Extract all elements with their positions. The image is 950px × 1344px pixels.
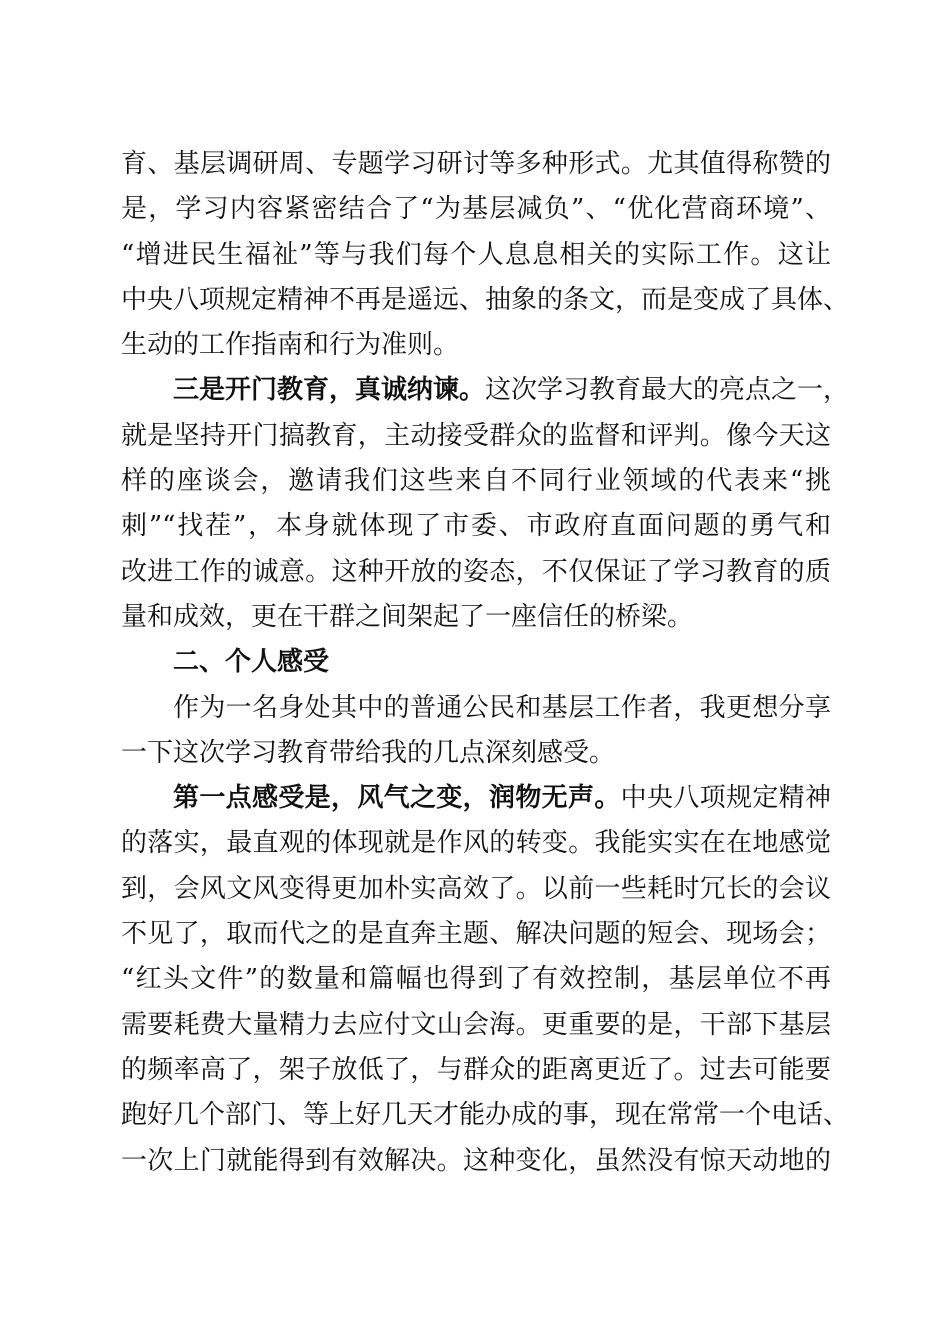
paragraph-line: 育、基层调研周、专题学习研讨等多种形式。尤其值得称赞的 [121,149,831,179]
paragraph-lead-phrase: 第一点感受是，风气之变，润物无声。 [173,783,621,814]
paragraph-line: 一下这次学习教育带给我的几点深刻感受。 [121,737,616,768]
paragraph-line-text: 中央八项规定精神 [620,783,831,814]
paragraph-line: “红头文件”的数量和篇幅也得到了有效控制，基层单位不再 [121,964,831,995]
paragraph-line: 是，学习内容紧密结合了“为基层减负”、“优化营商环境”、 [121,194,831,225]
paragraph-line: 改进工作的诚意。这种开放的姿态，不仅保证了学习教育的质 [121,556,831,587]
paragraph-line-text: 这次学习教育最大的亮点之一， [485,375,850,406]
paragraph-line: 需要耗费大量精力去应付文山会海。更重要的是，干部下基层 [121,1009,831,1040]
paragraph-first-line [121,368,850,413]
paragraph-line: 一次上门就能得到有效解决。这种变化，虽然没有惊天动地的 [121,1145,831,1176]
paragraph-line: 到，会风文风变得更加朴实高效了。以前一些耗时冗长的会议 [121,873,831,904]
section-heading: 二、个人感受 [173,647,330,678]
paragraph-line: 样的座谈会，邀请我们这些来自不同行业领域的代表来“挑 [121,466,831,497]
paragraph-line: 生动的工作指南和行为准则。 [121,330,460,361]
paragraph-line: 就是坚持开门搞教育，主动接受群众的监督和评判。像今天这 [121,420,831,451]
paragraph-line: 不见了，取而代之的是直奔主题、解决问题的短会、现场会； [121,919,831,950]
paragraph-line: “增进民生福祉”等与我们每个人息息相关的实际工作。这让 [121,239,831,270]
paragraph-line: 量和成效，更在干群之间架起了一座信任的桥梁。 [121,601,694,632]
paragraph-line: 的频率高了，架子放低了，与群众的距离更近了。过去可能要 [121,1054,831,1085]
paragraph-first-line [121,776,831,821]
paragraph-line: 刺”“找茬”，本身就体现了市委、市政府直面问题的勇气和 [121,511,831,542]
paragraph-line: 作为一名身处其中的普通公民和基层工作者，我更想分享 [173,692,831,723]
paragraph-line: 中央八项规定精神不再是遥远、抽象的条文，而是变成了具体、 [121,284,850,315]
paragraph-line: 的落实，最直观的体现就是作风的转变。我能实实在在地感觉 [121,828,831,859]
document-body [121,142,850,1184]
paragraph-lead-phrase: 三是开门教育，真诚纳谏。 [173,375,486,406]
paragraph-line: 跑好几个部门、等上好几天才能办成的事，现在常常一个电话、 [121,1100,850,1131]
